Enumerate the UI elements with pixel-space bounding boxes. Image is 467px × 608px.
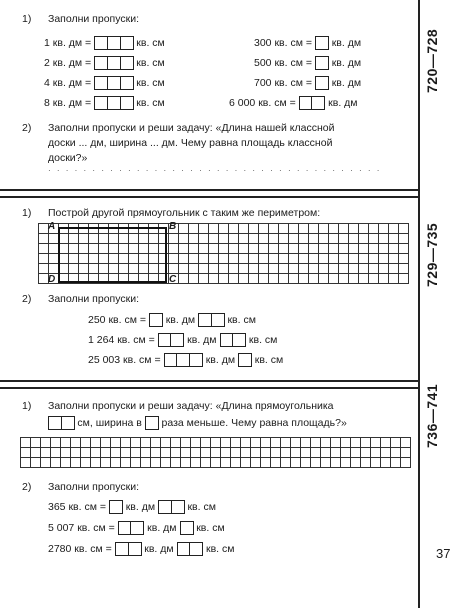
- unit: кв. см =: [68, 501, 106, 513]
- unit: кв. см: [196, 522, 225, 534]
- conversion-row: [48, 521, 225, 535]
- answer-cells[interactable]: [238, 353, 251, 367]
- vertex-label-a: A: [48, 221, 56, 232]
- answer-cells[interactable]: [315, 76, 328, 90]
- answer-cells[interactable]: [94, 36, 132, 50]
- answer-cells[interactable]: [109, 500, 122, 514]
- section-divider-2: [0, 380, 418, 382]
- conversion-value: 25 003: [88, 354, 121, 366]
- task-title: Заполни пропуски:: [48, 481, 139, 493]
- task-text-fragment: раза меньше. Чему равна площадь?»: [161, 417, 347, 429]
- conversion-value: 700: [254, 77, 272, 89]
- answer-cells[interactable]: [158, 333, 183, 347]
- unit: кв. см: [248, 334, 278, 346]
- answer-dotted-line[interactable]: · · · · · · · · · · · · · · · · · · · · · · · · · · · · · · · · · · · · · ·: [48, 166, 382, 175]
- conversion-row: [44, 76, 165, 90]
- unit: кв. дм: [165, 314, 196, 326]
- section-divider-1: [0, 189, 418, 191]
- answer-cells[interactable]: [115, 542, 140, 556]
- unit: кв. дм: [187, 334, 217, 346]
- from-unit: кв. дм =: [52, 97, 92, 109]
- from-unit: кв. дм =: [52, 77, 92, 89]
- to-unit: кв. дм: [328, 97, 358, 109]
- task-title: Заполни пропуски:: [48, 13, 139, 25]
- conversion-row: [254, 76, 361, 90]
- solution-grid[interactable]: [20, 437, 411, 468]
- conversion-row: [88, 353, 283, 367]
- conversion-value: 1: [44, 37, 50, 49]
- from-unit: кв. дм =: [52, 57, 92, 69]
- answer-cells[interactable]: [164, 353, 202, 367]
- answer-cells[interactable]: [220, 333, 245, 347]
- answer-cells[interactable]: [299, 96, 324, 110]
- answer-cells[interactable]: [145, 416, 158, 430]
- task-title: Заполни пропуски:: [48, 293, 139, 305]
- unit: кв. см =: [74, 543, 112, 555]
- answer-cells[interactable]: [180, 521, 193, 535]
- conversion-value: 365: [48, 501, 66, 513]
- conversion-value: 4: [44, 77, 50, 89]
- unit: кв. см: [254, 354, 284, 366]
- section-label-720-728: 720—728: [424, 28, 440, 93]
- conversion-row: [88, 313, 256, 327]
- from-unit: кв. см =: [274, 77, 312, 89]
- task-text-line: Заполни пропуски и реши задачу: «Длина прямоугольника: [48, 400, 334, 412]
- from-unit: кв. см =: [274, 57, 312, 69]
- conversion-value: 300: [254, 37, 272, 49]
- unit: кв. см: [187, 501, 216, 513]
- conversion-value: 2780: [48, 543, 72, 555]
- to-unit: кв. см: [136, 77, 165, 89]
- conversion-row: [254, 36, 361, 50]
- answer-cells[interactable]: [94, 56, 132, 70]
- task-number: 1): [22, 13, 32, 25]
- unit: кв. см =: [77, 522, 115, 534]
- task-number: 1): [22, 207, 32, 219]
- answer-cells[interactable]: [198, 313, 223, 327]
- to-unit: кв. дм: [331, 57, 362, 69]
- vertex-label-d: D: [48, 274, 56, 285]
- task-text-line: [48, 416, 347, 430]
- task-text-fragment: см, ширина в: [77, 417, 142, 429]
- unit: кв. см =: [123, 354, 161, 366]
- task-number: 2): [22, 122, 32, 134]
- conversion-row: [48, 500, 216, 514]
- conversion-row: [48, 542, 234, 556]
- unit: кв. см =: [117, 334, 155, 346]
- vertex-label-c: C: [169, 274, 177, 285]
- section-divider-2b: [0, 387, 418, 389]
- to-unit: кв. дм: [331, 77, 362, 89]
- task-title: Построй другой прямоугольник с таким же периметром:: [48, 207, 321, 219]
- to-unit: кв. дм: [331, 37, 362, 49]
- section-label-729-735: 729—735: [424, 222, 440, 287]
- task-number: 2): [22, 293, 32, 305]
- unit: кв. см: [205, 543, 235, 555]
- unit: кв. дм: [125, 501, 156, 513]
- conversion-value: 2: [44, 57, 50, 69]
- page-number: 37: [436, 546, 451, 561]
- answer-cells[interactable]: [118, 521, 143, 535]
- unit: кв. дм: [147, 522, 177, 534]
- section-label-736-741: 736—741: [424, 383, 440, 448]
- task-text-line: доски ... дм, ширина ... дм. Чему равна площадь классной: [48, 137, 333, 149]
- conversion-row: [229, 96, 358, 110]
- unit: кв. см: [227, 314, 256, 326]
- conversion-row: [254, 56, 361, 70]
- conversion-value: 6 000: [229, 97, 256, 109]
- answer-cells[interactable]: [48, 416, 73, 430]
- answer-cells[interactable]: [94, 76, 132, 90]
- to-unit: кв. см: [136, 97, 165, 109]
- task-number: 2): [22, 481, 32, 493]
- conversion-row: [88, 333, 277, 347]
- from-unit: кв. см =: [274, 37, 312, 49]
- task-number: 1): [22, 400, 32, 412]
- from-unit: кв. см =: [258, 97, 296, 109]
- to-unit: кв. см: [136, 37, 165, 49]
- conversion-row: [44, 36, 165, 50]
- answer-cells[interactable]: [94, 96, 132, 110]
- right-border-line: [418, 0, 420, 608]
- conversion-value: 5 007: [48, 522, 75, 534]
- task-text-line: Заполни пропуски и реши задачу: «Длина нашей классной: [48, 122, 335, 134]
- conversion-value: 500: [254, 57, 272, 69]
- answer-cells[interactable]: [315, 36, 328, 50]
- vertex-label-b: B: [169, 221, 177, 232]
- conversion-value: 1 264: [88, 334, 115, 346]
- conversion-value: 8: [44, 97, 50, 109]
- conversion-row: [44, 96, 165, 110]
- to-unit: кв. см: [136, 57, 165, 69]
- task-text-line: доски?»: [48, 152, 88, 164]
- conversion-row: [44, 56, 165, 70]
- answer-cells[interactable]: [315, 56, 328, 70]
- answer-cells[interactable]: [177, 542, 202, 556]
- answer-cells[interactable]: [158, 500, 183, 514]
- answer-cells[interactable]: [149, 313, 162, 327]
- unit: кв. дм: [205, 354, 236, 366]
- conversion-value: 250: [88, 314, 106, 326]
- unit: кв. см =: [108, 314, 146, 326]
- rectangle-abcd: [58, 227, 167, 283]
- section-divider-1b: [0, 196, 418, 198]
- from-unit: кв. дм =: [52, 37, 92, 49]
- unit: кв. дм: [144, 543, 174, 555]
